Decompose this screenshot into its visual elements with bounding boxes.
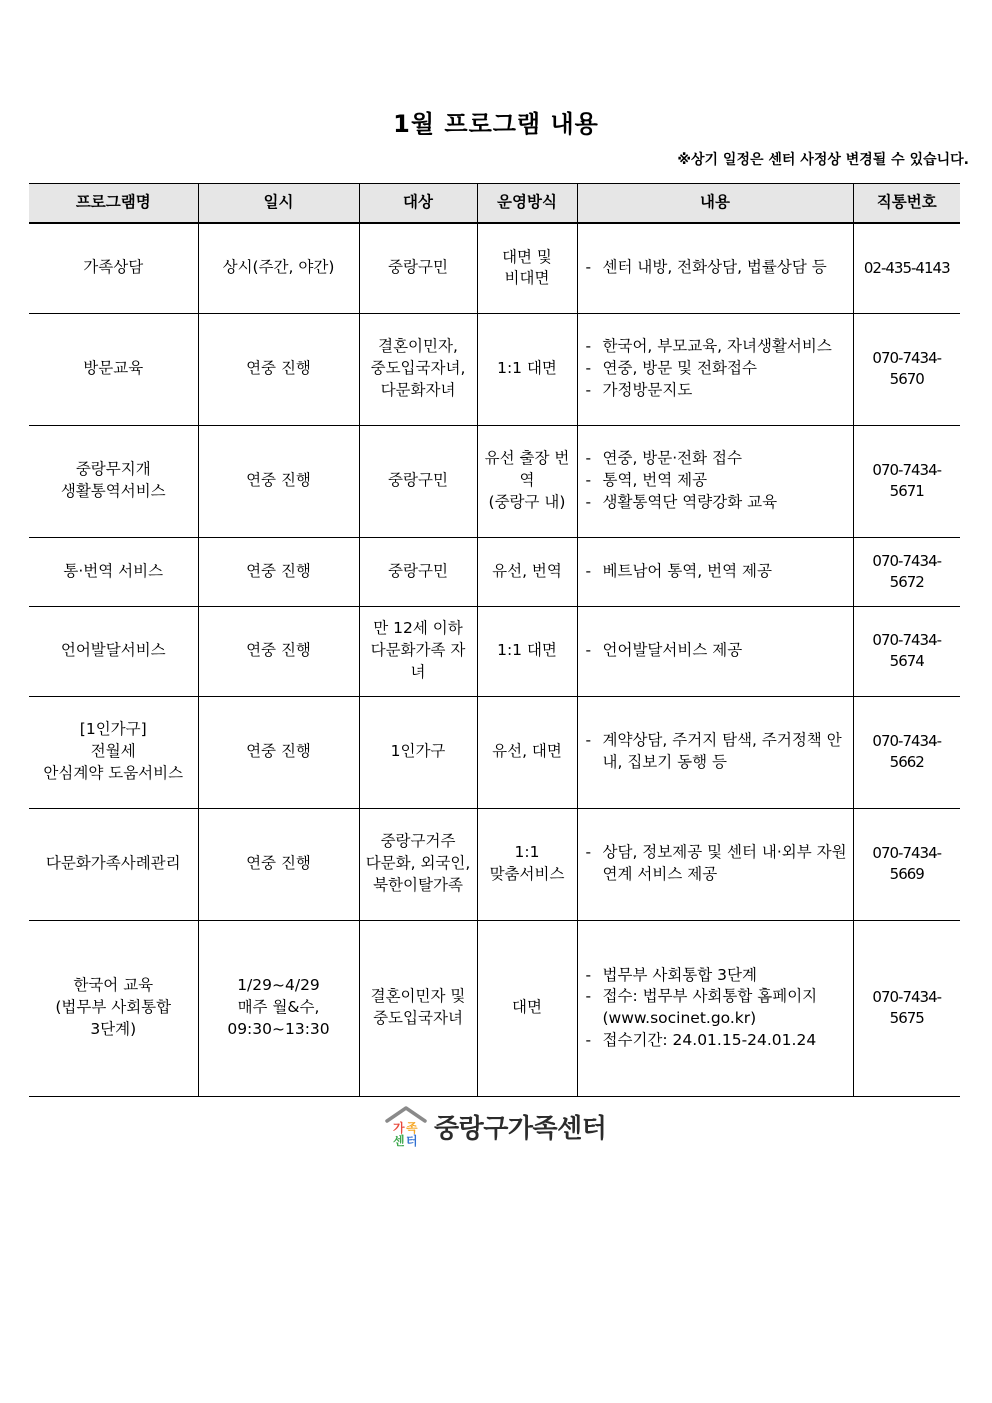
header-program-name: 프로그램명 [29,184,198,224]
phone-cell: 02-435-4143 [853,223,960,313]
method-cell: 1:1 맞춤서비스 [477,808,577,920]
table-row [29,808,960,920]
method-cell: 대면 및 비대면 [477,223,577,313]
header-target: 대상 [359,184,477,224]
content-item: - 센터 내방, 전화상담, 법률상담 등 [584,257,849,279]
table-row [29,696,960,808]
target-cell: 중랑구민 [359,223,477,313]
program-name-cell: 가족상담 [29,223,198,313]
content-item: - 계약상담, 주거지 탐색, 주거정책 안내, 집보기 동행 등 [584,730,849,773]
schedule-cell: 연중 진행 [198,425,359,537]
target-cell: 만 12세 이하 다문화가족 자녀 [359,606,477,696]
content-item: - 법무부 사회통합 3단계 [584,965,849,987]
svg-text:가: 가 [393,1121,405,1135]
header-content: 내용 [577,184,853,224]
content-list [584,336,849,401]
content-item: - 가정방문지도 [584,380,849,402]
svg-text:족: 족 [406,1121,418,1135]
phone-cell: 070-7434-5662 [853,696,960,808]
content-list [584,561,849,583]
content-item: - 접수: 법무부 사회통합 홈페이지 (www.socinet.go.kr) [584,986,849,1029]
program-name-cell: 방문교육 [29,313,198,425]
content-item: - 연중, 방문 및 전화접수 [584,358,849,380]
schedule-cell: 연중 진행 [198,537,359,606]
program-table [29,183,960,1097]
method-cell: 유선, 번역 [477,537,577,606]
content-list [584,448,849,513]
header-method: 운영방식 [477,184,577,224]
page-title: 1월 프로그램 내용 [393,110,599,138]
header-phone: 직통번호 [853,184,960,224]
target-cell: 중랑구거주 다문화, 외국인, 북한이탈가족 [359,808,477,920]
family-center-logo-icon [384,1104,428,1148]
phone-cell: 070-7434-5670 [853,313,960,425]
table-row [29,537,960,606]
table-header-row [29,184,960,224]
target-cell: 1인가구 [359,696,477,808]
phone-cell: 070-7434-5671 [853,425,960,537]
content-list [584,965,849,1052]
schedule-cell: 연중 진행 [198,606,359,696]
content-list [584,842,849,885]
content-item: - 생활통역단 역량강화 교육 [584,492,849,514]
program-name-cell: 통·번역 서비스 [29,537,198,606]
method-cell: 1:1 대면 [477,313,577,425]
content-list [584,257,849,279]
program-name-cell: 다문화가족사례관리 [29,808,198,920]
phone-cell: 070-7434-5675 [853,920,960,1096]
content-list [584,730,849,773]
program-name-cell: [1인가구] 전월세 안심계약 도움서비스 [29,696,198,808]
content-list [584,640,849,662]
program-name-cell: 중랑무지개 생활통역서비스 [29,425,198,537]
content-cell [577,223,853,313]
table-row [29,425,960,537]
program-name-cell: 한국어 교육 (법무부 사회통합 3단계) [29,920,198,1096]
content-cell [577,313,853,425]
method-cell: 1:1 대면 [477,606,577,696]
content-cell [577,808,853,920]
center-name: 중랑구가족센터 [434,1113,607,1144]
schedule-cell: 상시(주간, 야간) [198,223,359,313]
content-cell [577,696,853,808]
content-item: - 통역, 번역 제공 [584,470,849,492]
content-cell [577,425,853,537]
schedule-cell: 연중 진행 [198,313,359,425]
program-name-cell: 언어발달서비스 [29,606,198,696]
content-cell [577,920,853,1096]
content-item: - 접수기간: 24.01.15-24.01.24 [584,1030,849,1052]
header-schedule: 일시 [198,184,359,224]
content-item: - 상담, 정보제공 및 센터 내·외부 자원 연계 서비스 제공 [584,842,849,885]
target-cell: 중랑구민 [359,537,477,606]
content-cell [577,537,853,606]
content-item: - 베트남어 통역, 번역 제공 [584,561,849,583]
schedule-cell: 연중 진행 [198,808,359,920]
method-cell: 대면 [477,920,577,1096]
target-cell: 결혼이민자, 중도입국자녀, 다문화자녀 [359,313,477,425]
phone-cell: 070-7434-5674 [853,606,960,696]
schedule-cell: 1/29~4/29 매주 월&수, 09:30~13:30 [198,920,359,1096]
target-cell: 결혼이민자 및 중도입국자녀 [359,920,477,1096]
content-item: - 언어발달서비스 제공 [584,640,849,662]
table-row [29,223,960,313]
content-item: - 한국어, 부모교육, 자녀생활서비스 [584,336,849,358]
target-cell: 중랑구민 [359,425,477,537]
phone-cell: 070-7434-5672 [853,537,960,606]
method-cell: 유선, 대면 [477,696,577,808]
phone-cell: 070-7434-5669 [853,808,960,920]
content-item: - 연중, 방문·전화 접수 [584,448,849,470]
center-logo [384,1104,606,1148]
schedule-notice: ※상기 일정은 센터 사정상 변경될 수 있습니다. [677,152,969,168]
content-cell [577,606,853,696]
table-row [29,606,960,696]
svg-text:터: 터 [406,1134,418,1148]
table-row [29,313,960,425]
svg-text:센: 센 [393,1134,405,1148]
schedule-cell: 연중 진행 [198,696,359,808]
table-row [29,920,960,1096]
method-cell: 유선 출장 번역 (중랑구 내) [477,425,577,537]
